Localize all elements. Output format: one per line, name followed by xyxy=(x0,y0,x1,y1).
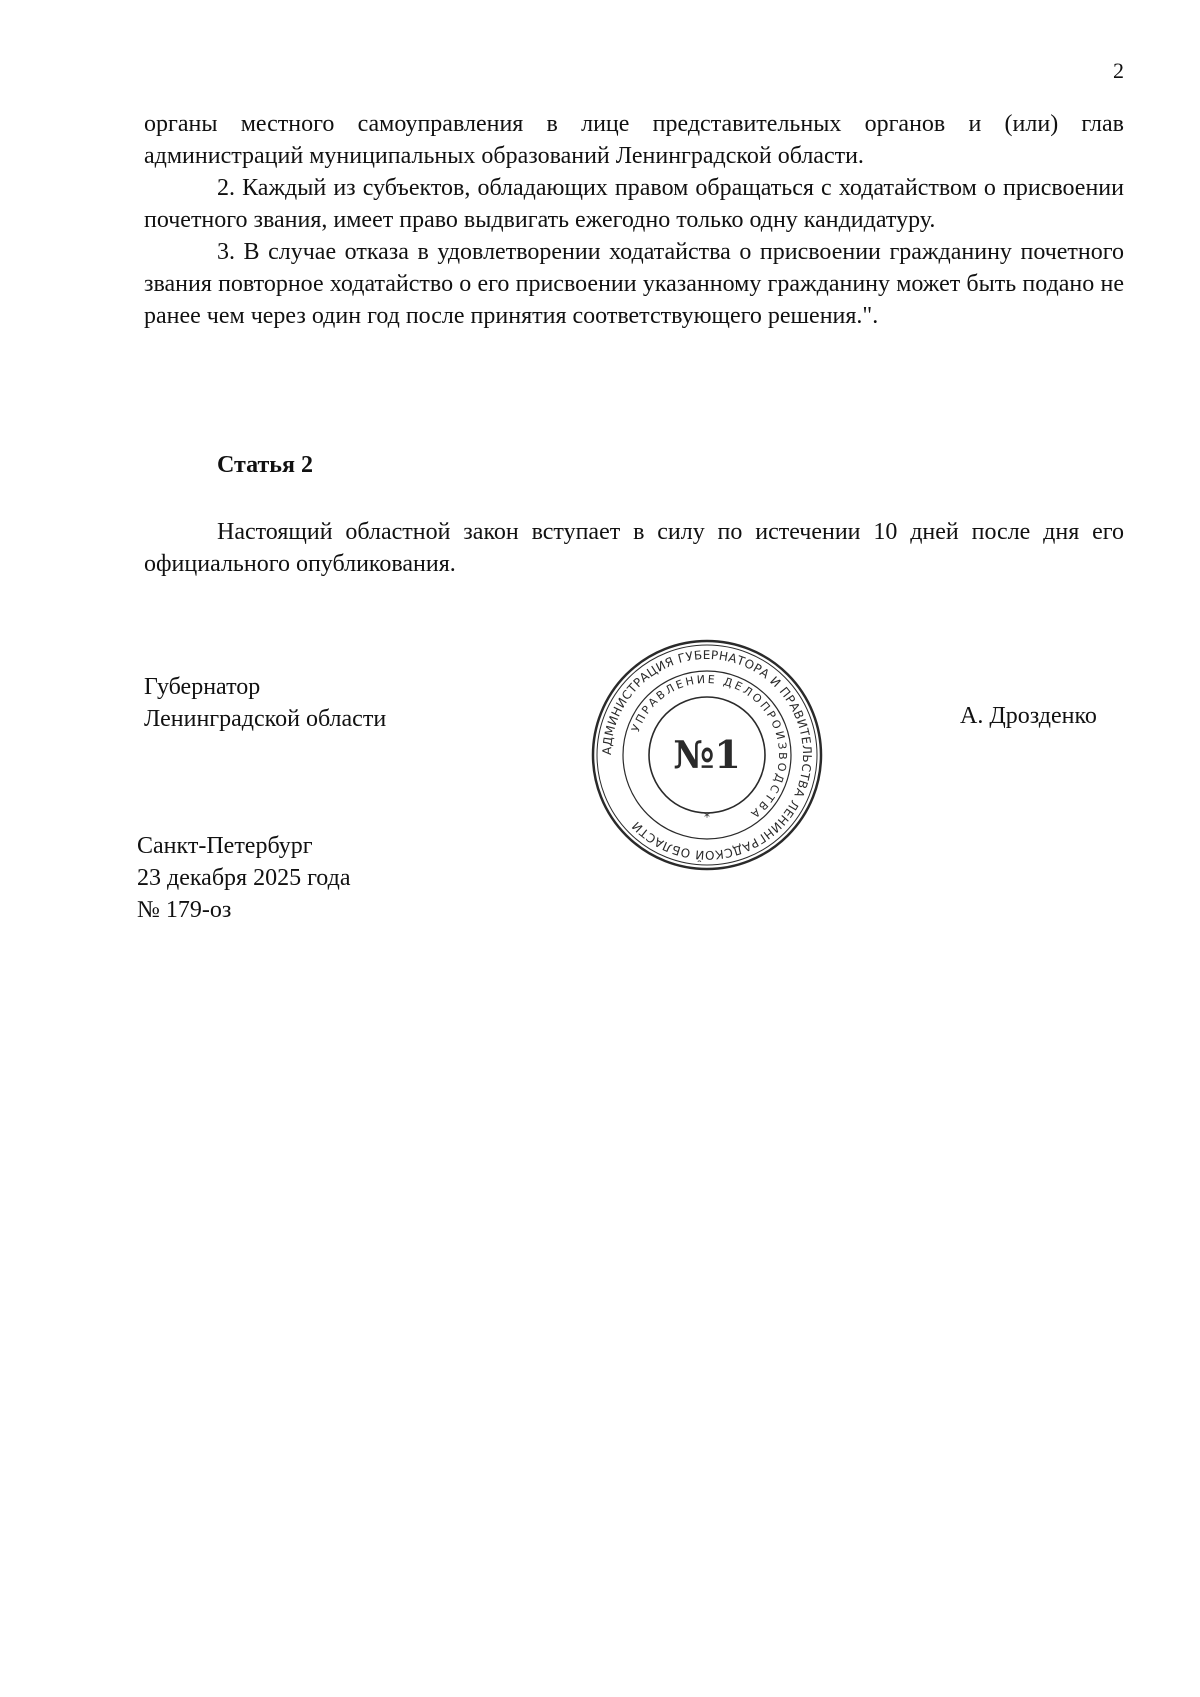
signatory-name: А. Дрозденко xyxy=(960,703,1097,729)
article-paragraph: Настоящий областной закон вступает в силу по истечении 10 дней после дня его официального опубликования. xyxy=(144,519,1124,577)
signatory-title-line1: Губернатор xyxy=(144,674,261,700)
signatory-title xyxy=(144,671,386,735)
place-and-date xyxy=(137,830,350,926)
official-seal xyxy=(589,637,825,873)
article-body xyxy=(144,516,1124,580)
seal-center-number: №1 xyxy=(673,732,741,777)
seal-inner-text: УПРАВЛЕНИЕ ДЕЛОПРОИЗВОДСТВА xyxy=(629,672,790,822)
city: Санкт-Петербург xyxy=(137,833,313,859)
article-heading: Статья 2 xyxy=(217,452,313,478)
seal-outer-text: АДМИНИСТРАЦИЯ ГУБЕРНАТОРА И ПРАВИТЕЛЬСТВА ЛЕНИНГРАДСКОЙ ОБЛАСТИ xyxy=(599,647,815,863)
paragraph-item-3: 3. В случае отказа в удовлетворении ходатайства о присвоении гражданину почетного звания повторное ходатайство о его присвоении указанному гражданину может быть подано не ранее чем через один год после принятия соответствующего решения.". xyxy=(144,239,1124,329)
paragraph-continuation: органы местного самоуправления в лице представительных органов и (или) глав администраций муниципальных образований Ленинградской области. xyxy=(144,111,1124,169)
law-number: № 179-оз xyxy=(137,897,232,923)
page-number: 2 xyxy=(1113,58,1124,83)
date: 23 декабря 2025 года xyxy=(137,865,351,891)
seal-star: * xyxy=(704,810,710,824)
signatory-title-line2: Ленинградской области xyxy=(144,706,387,732)
body-text xyxy=(144,108,1124,332)
paragraph-item-2: 2. Каждый из субъектов, обладающих правом обращаться с ходатайством о присвоении почетного звания, имеет право выдвигать ежегодно только одну кандидатуру. xyxy=(144,175,1124,233)
